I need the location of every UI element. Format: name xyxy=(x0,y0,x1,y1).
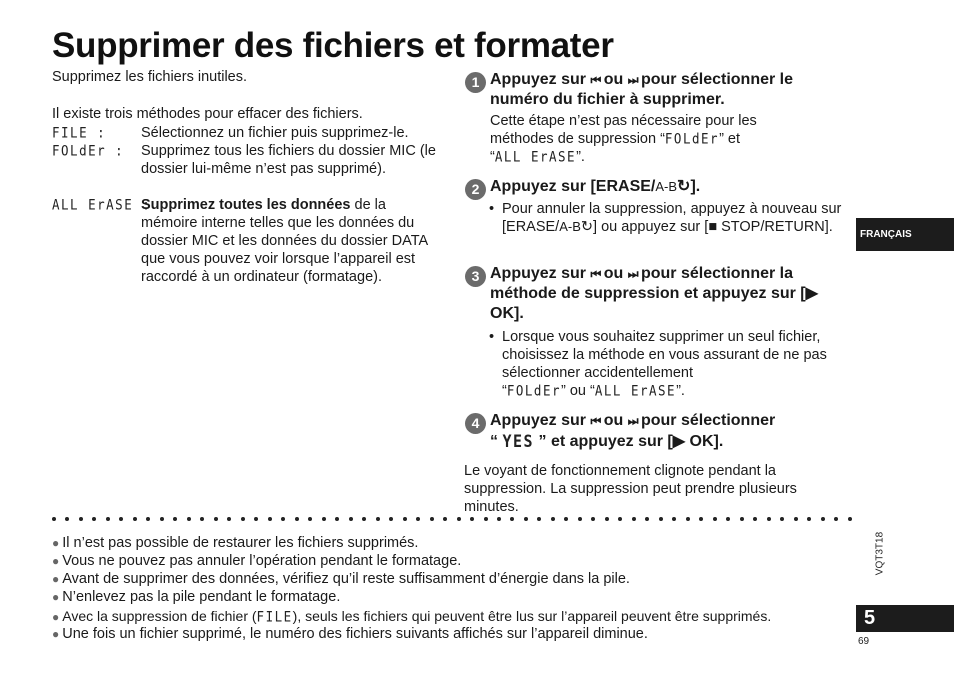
stop-icon: ■ xyxy=(708,219,718,235)
note-item: ● Avant de supprimer des données, vérifiez qu’il reste suffisamment d’énergie dans la pile. xyxy=(52,571,630,587)
skip-back-icon: ⏮ xyxy=(590,267,600,281)
document-code: VQT3T18 xyxy=(874,531,886,576)
repeat-icon: ↻ xyxy=(580,219,594,235)
ab-repeat-label: A-B xyxy=(655,179,678,194)
step-2-bullet: • Pour annuler la suppression, appuyez à nouveau sur [ERASE/A-B↻] ou appuyez sur [■ STOP/RETURN]. xyxy=(489,201,842,235)
note-item: ● Une fois un fichier supprimé, le numéro des fichiers suivants affichés sur l’appareil diminue. xyxy=(52,626,648,642)
method-term-folder: FOLdEr : xyxy=(52,141,125,160)
step-3-badge: 3 xyxy=(465,266,486,287)
method-desc-folder: Supprimez tous les fichiers du dossier MIC (le dossier lui-même n’est pas supprimé). xyxy=(141,143,436,177)
step-2-badge: 2 xyxy=(465,179,486,200)
intro-text: Supprimez les fichiers inutiles. xyxy=(52,69,248,85)
play-icon: ▶ xyxy=(805,285,818,302)
step-1-body: Cette étape n’est pas nécessaire pour les méthodes de suppression “FOLdEr” et “ALL ErASE”. xyxy=(490,113,757,166)
step-3-bullet: • Lorsque vous souhaitez supprimer un seul fichier, choisissez la méthode en vous assurant de ne pas sélectionner accidentellement “FOLdEr” ou “ALL ErASE”. xyxy=(489,329,827,400)
note-item: ● Avec la suppression de fichier (FILE), seuls les fichiers qui peuvent être lus sur l’appareil peuvent être supprimés. xyxy=(52,607,772,626)
method-term-all-erase: ALL ErASE : xyxy=(52,195,152,214)
skip-forward-icon: ⏭ xyxy=(627,267,637,281)
method-desc-all-erase: Supprimez toutes les données de la mémoire interne telles que les données du dossier MIC et les données du dossier DATA que vous pouvez voir lorsque l’appareil est raccordé à un ordinateur (formatage). xyxy=(141,197,428,285)
method-term-file: FILE : xyxy=(52,123,107,142)
skip-back-icon: ⏮ xyxy=(590,414,600,428)
note-item: ● Vous ne pouvez pas annuler l’opération pendant le formatage. xyxy=(52,553,462,569)
repeat-icon: ↻ xyxy=(677,178,691,195)
play-icon: ▶ xyxy=(672,433,686,450)
skip-forward-icon: ⏭ xyxy=(627,414,637,428)
after-steps-text: Le voyant de fonctionnement clignote pendant la suppression. La suppression peut prendre plusieurs minutes. xyxy=(464,463,797,515)
methods-intro: Il existe trois méthodes pour effacer des fichiers. xyxy=(52,106,363,122)
step-2-heading: Appuyez sur [ERASE/A-B↻]. xyxy=(490,178,701,195)
dotted-separator xyxy=(52,514,852,524)
language-tab: FRANÇAIS xyxy=(856,218,954,251)
method-desc-file: Sélectionnez un fichier puis supprimez-le. xyxy=(141,125,409,141)
step-4-heading: Appuyez sur ⏮ ou ⏭ pour sélectionner “ YES ” et appuyez sur [▶ OK]. xyxy=(490,412,776,452)
skip-forward-icon: ⏭ xyxy=(627,73,637,87)
step-3-heading: Appuyez sur ⏮ ou ⏭ pour sélectionner la méthode de suppression et appuyez sur [▶ OK]. xyxy=(490,265,818,322)
skip-back-icon: ⏮ xyxy=(590,73,600,87)
page-title: Supprimer des fichiers et formater xyxy=(52,26,614,65)
page-number: 69 xyxy=(858,636,870,647)
step-1-badge: 1 xyxy=(465,72,486,93)
note-item: ● Il n’est pas possible de restaurer les fichiers supprimés. xyxy=(52,535,419,551)
section-number: 5 xyxy=(856,605,954,632)
step-4-badge: 4 xyxy=(465,413,486,434)
note-item: ● N’enlevez pas la pile pendant le formatage. xyxy=(52,589,341,605)
step-1-heading: Appuyez sur ⏮ ou ⏭ pour sélectionner le numéro du fichier à supprimer. xyxy=(490,71,794,108)
